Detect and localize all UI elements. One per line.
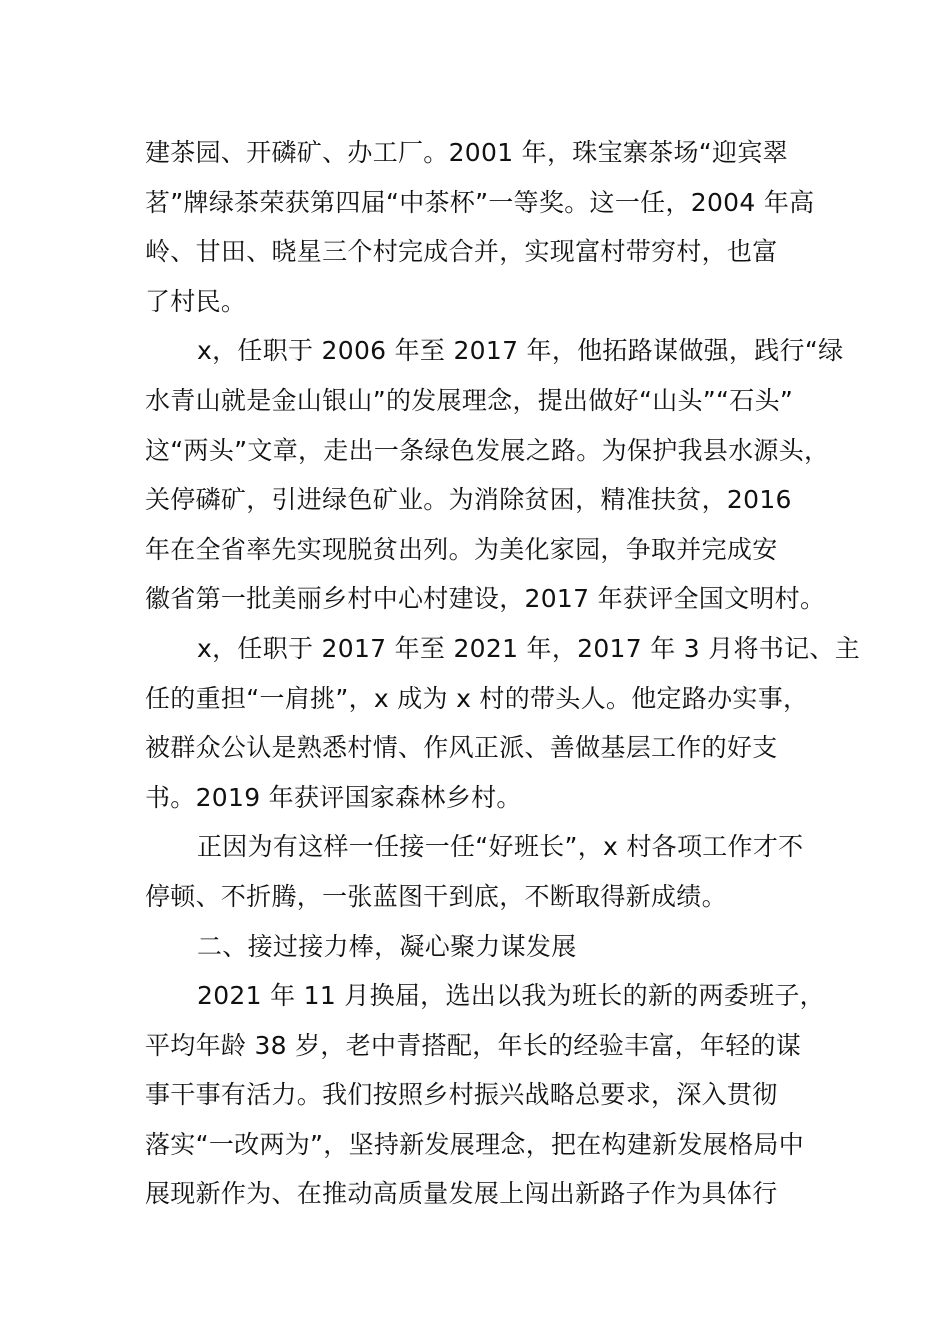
text-line: 茗”牌绿茶荣获第四届“中茶杯”一等奖。这一任，2004 年高 [145,187,815,217]
text-line: 任的重担“一肩挑”，x 成为 x 村的带头人。他定路办实事， [145,683,809,713]
text-line: 正因为有这样一任接一任“好班长”，x 村各项工作才不 [197,832,804,862]
document-body [145,128,860,1219]
text-line: 落实“一改两为”，坚持新发展理念，把在构建新发展格局中 [145,1129,805,1159]
paragraph-2 [145,326,844,624]
text-line: 展现新作为、在推动高质量发展上闯出新路子作为具体行 [145,1179,778,1209]
text-line: 书。2019 年获评国家森林乡村。 [145,782,522,812]
text-line: 徽省第一批美丽乡村中心村建设，2017 年获评全国文明村。 [145,584,826,614]
paragraph-1 [145,128,825,326]
text-line: 这“两头”文章，走出一条绿色发展之路。为保护我县水源头， [145,435,830,465]
text-line: 岭、甘田、晓星三个村完成合并，实现富村带穷村，也富 [145,237,778,267]
text-line: x，任职于 2006 年至 2017 年，他拓路谋做强，践行“绿 [197,336,844,366]
text-line: 了村民。 [145,286,247,316]
text-line: 停顿、不折腾，一张蓝图干到底，不断取得新成绩。 [145,881,727,911]
text-line: 建茶园、开磷矿、办工厂。2001 年，珠宝寨茶场“迎宾翠 [145,138,788,167]
heading-line: 二、接过接力棒，凝心聚力谋发展 [197,931,577,961]
text-line: 2021 年 11 月换届，选出以我为班长的新的两委班子， [197,981,825,1011]
text-line: 年在全省率先实现脱贫出列。为美化家园，争取并完成安 [145,534,778,564]
text-line: x，任职于 2017 年至 2021 年，2017 年 3 月将书记、主 [197,633,860,663]
section-heading [145,922,825,972]
text-line: 平均年龄 38 岁，老中青搭配，年长的经验丰富，年轻的谋 [145,1030,802,1060]
text-line: 关停磷矿，引进绿色矿业。为消除贫困，精准扶贫，2016 [145,485,792,515]
text-line: 事干事有活力。我们按照乡村振兴战略总要求，深入贯彻 [145,1080,778,1110]
text-line: 水青山就是金山银山”的发展理念，提出做好“山头”“石头” [145,385,794,415]
paragraph-4 [145,822,825,921]
paragraph-3 [145,624,860,822]
paragraph-5 [145,971,825,1219]
text-line: 被群众公认是熟悉村情、作风正派、善做基层工作的好支 [145,733,778,763]
